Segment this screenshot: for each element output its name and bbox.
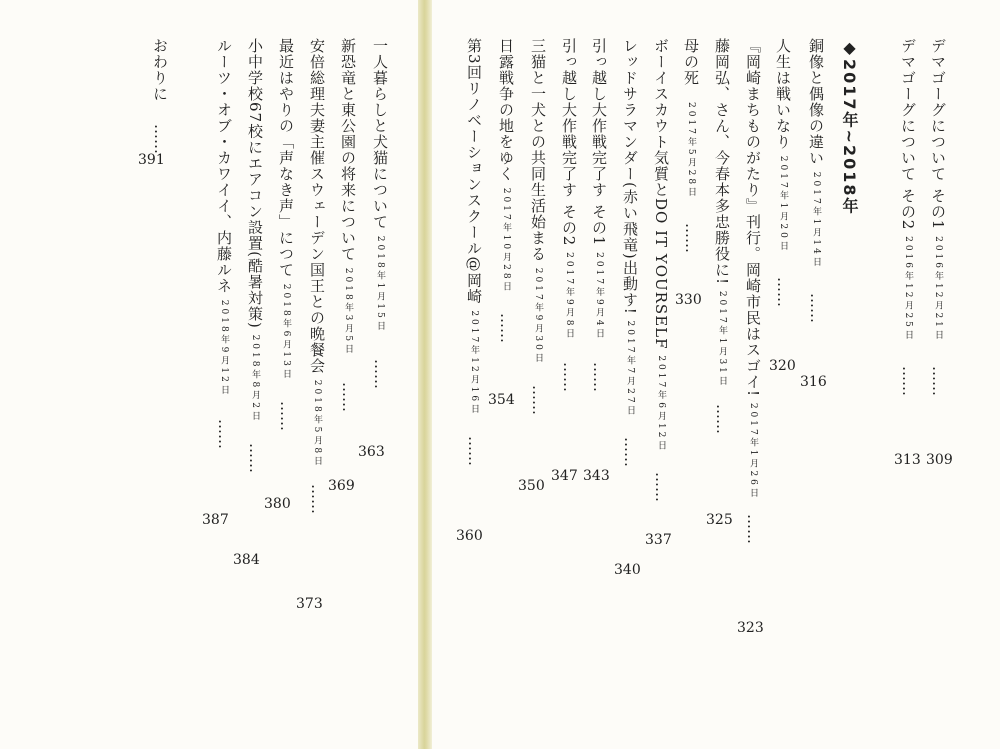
- leader-dots: ……: [529, 384, 547, 415]
- leader-dots: ……: [151, 123, 169, 154]
- entry-date: 2017年9月4日: [594, 252, 604, 341]
- entry-date: 2018年1月15日: [375, 235, 385, 333]
- leader-dots: ……: [465, 435, 483, 466]
- toc-entry[interactable]: [930, 38, 945, 396]
- entry-date: 2018年6月13日: [281, 283, 291, 381]
- toc-entry[interactable]: [466, 38, 481, 466]
- entry-date: 2017年1月14日: [811, 171, 821, 269]
- entry-date: 2017年7月27日: [625, 320, 635, 418]
- toc-entry[interactable]: [714, 38, 729, 434]
- toc-entry[interactable]: [372, 38, 387, 389]
- toc-entry[interactable]: [591, 38, 606, 392]
- page-number: 325: [706, 512, 733, 528]
- entry-title: 新恐竜と東公園の将来について: [339, 38, 357, 262]
- toc-entry[interactable]: [561, 38, 576, 392]
- entry-title: レッドサラマンダー(赤い飛竜)出動す!: [621, 38, 639, 315]
- entry-date: 2017年5月28日: [686, 101, 696, 199]
- section-heading: ◆2017年~2018年: [840, 38, 859, 216]
- leader-dots: ……: [929, 365, 947, 396]
- page-number: 330: [675, 292, 702, 308]
- leader-dots: ……: [215, 418, 233, 449]
- page-number: 363: [358, 444, 385, 460]
- entry-title: 日露戦争の地をゆく: [497, 38, 515, 182]
- leader-dots: ……: [774, 276, 792, 307]
- toc-entry[interactable]: [653, 38, 668, 502]
- toc-entry[interactable]: [498, 38, 513, 343]
- entry-title: 引っ越し大作戦完了す その1: [590, 38, 608, 247]
- entry-title: 三猫と一犬との共同生活始まる: [529, 38, 547, 262]
- entry-title: 安倍総理夫妻主催スウェーデン国王との晩餐会: [308, 38, 326, 374]
- entry-date: 2017年9月8日: [564, 252, 574, 341]
- page-number: 347: [551, 468, 578, 484]
- entry-title: 藤岡弘、さん、今春本多忠勝役に!: [713, 38, 731, 286]
- page-number: 387: [202, 512, 229, 528]
- page-number: 343: [583, 468, 610, 484]
- leader-dots: ……: [713, 403, 731, 434]
- page-number: 313: [894, 452, 921, 468]
- page-number: 360: [456, 528, 483, 544]
- toc-entry[interactable]: [247, 38, 262, 473]
- page-number: 354: [488, 392, 515, 408]
- leader-dots: ……: [590, 362, 608, 393]
- entry-title: 引っ越し大作戦完了す その2: [560, 38, 578, 247]
- toc-entry[interactable]: [622, 38, 637, 467]
- page-number: 369: [328, 478, 355, 494]
- entry-title: デマゴーグについて その1: [929, 38, 947, 231]
- page-number: 340: [614, 562, 641, 578]
- leader-dots: ……: [308, 483, 326, 514]
- entry-title: 銅像と偶像の違い: [807, 38, 825, 166]
- page-number: 373: [296, 596, 323, 612]
- entry-date: 2017年1月26日: [748, 402, 758, 500]
- page-number: 391: [138, 152, 165, 168]
- toc-entry[interactable]: [340, 38, 355, 412]
- page-number: 320: [769, 358, 796, 374]
- leader-dots: ……: [744, 513, 762, 544]
- entry-title: 人生は戦いなり: [774, 38, 792, 150]
- entry-date: 2016年12月25日: [903, 236, 913, 342]
- entry-title: ルーツ・オブ・カワイイ、内藤ルネ: [215, 38, 233, 294]
- page-number: 316: [800, 374, 827, 390]
- toc-entry-closing[interactable]: [152, 38, 167, 154]
- toc-entry[interactable]: [775, 38, 790, 307]
- leader-dots: ……: [371, 358, 389, 389]
- entry-title: 母の死: [682, 38, 700, 86]
- entry-date: 2016年12月21日: [933, 236, 943, 342]
- page-number: 350: [518, 478, 545, 494]
- entry-title: 『岡崎まちものがたり』刊行。岡崎市民はスゴイ!: [744, 38, 762, 398]
- entry-date: 2017年9月30日: [533, 267, 543, 365]
- leader-dots: ……: [682, 222, 700, 253]
- page-number: 309: [926, 452, 953, 468]
- leader-dots: ……: [497, 313, 515, 344]
- page-number: 337: [645, 532, 672, 548]
- entry-date: 2018年8月2日: [250, 334, 260, 423]
- leader-dots: ……: [339, 381, 357, 412]
- entry-title: ボーイスカウト気質とDO IT YOURSELF: [652, 38, 670, 350]
- page-number: 323: [737, 620, 764, 636]
- entry-date: 2018年9月12日: [219, 299, 229, 397]
- entry-date: 2018年5月8日: [312, 379, 322, 469]
- leader-dots: ……: [899, 365, 917, 396]
- leader-dots: ……: [246, 442, 264, 473]
- entry-title: おわりに: [151, 38, 169, 102]
- toc-entry[interactable]: [530, 38, 545, 415]
- toc-entry[interactable]: [278, 38, 293, 431]
- entry-title: 第3回リノベーションスクール@岡崎: [465, 38, 483, 305]
- entry-date: 2017年12月16日: [469, 310, 479, 417]
- toc-entry[interactable]: [745, 38, 760, 544]
- leader-dots: ……: [807, 292, 825, 323]
- entry-date: 2017年1月31日: [717, 290, 727, 388]
- toc-entry[interactable]: [808, 38, 823, 323]
- leader-dots: ……: [652, 472, 670, 503]
- entry-date: 2018年3月5日: [343, 267, 353, 357]
- leader-dots: ……: [277, 400, 295, 431]
- entry-title: 最近はやりの「声なき声」につて: [277, 38, 295, 278]
- entry-title: 小中学校67校にエアコン設置(酷暑対策): [246, 38, 264, 329]
- leader-dots: ……: [621, 437, 639, 468]
- page-number: 380: [264, 496, 291, 512]
- toc-entry[interactable]: [900, 38, 915, 396]
- toc-entry[interactable]: [309, 38, 324, 514]
- entry-date: 2017年10月28日: [501, 187, 511, 294]
- page-number: 384: [233, 552, 260, 568]
- entry-date: 2017年1月20日: [778, 155, 788, 253]
- entry-title: デマゴーグについて その2: [899, 38, 917, 231]
- book-gutter: [418, 0, 432, 749]
- toc-entry[interactable]: [683, 38, 698, 253]
- entry-title: 一人暮らしと犬猫について: [371, 38, 389, 230]
- entry-date: 2017年6月12日: [656, 355, 666, 453]
- leader-dots: ……: [560, 362, 578, 393]
- toc-entry[interactable]: [216, 38, 231, 449]
